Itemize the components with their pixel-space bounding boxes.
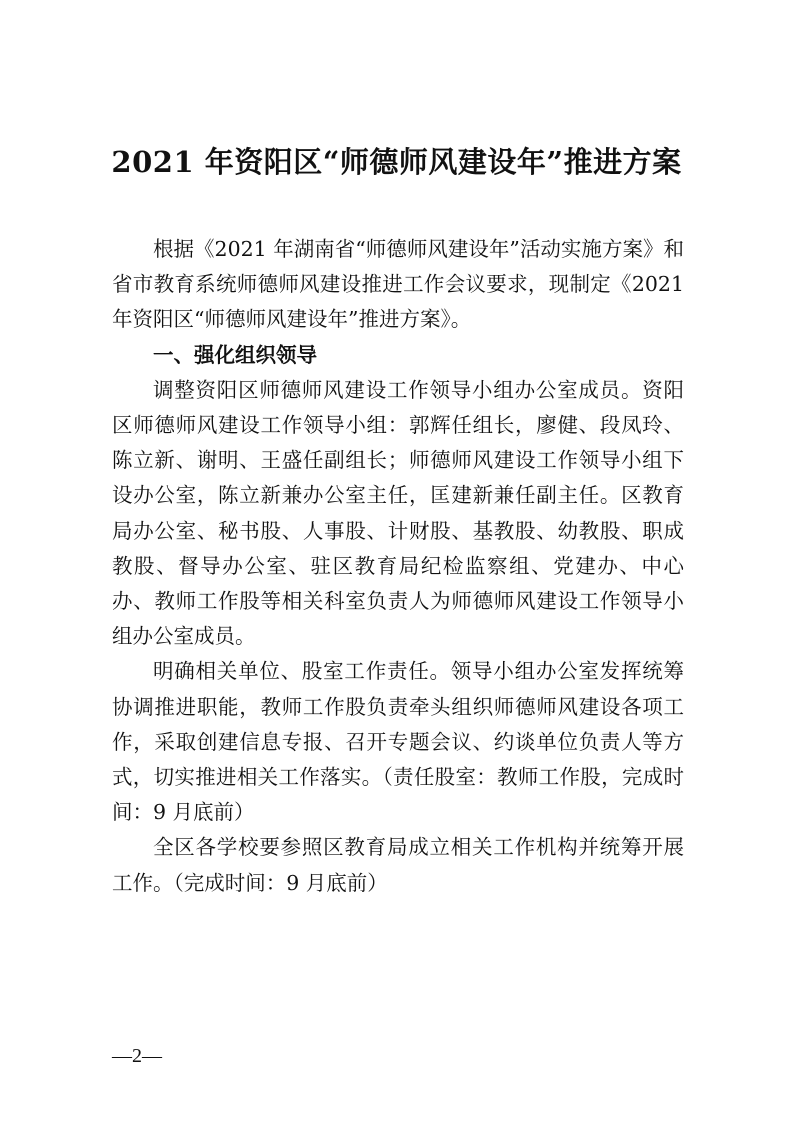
paragraph-2: 明确相关单位、股室工作责任。领导小组办公室发挥统筹协调推进职能，教师工作股负责牵头组织师德师风建设各项工作，采取创建信息专报、召开专题会议、约谈单位负责人等方式，切实推进相关工作落实。（责任股室：教师工作股，完成时间：9 月底前） bbox=[112, 659, 684, 825]
paragraph-3: 全区各学校要参照区教育局成立相关工作机构并统筹开展工作。（完成时间：9 月底前） bbox=[112, 835, 684, 895]
document-title: 2021 年资阳区“师德师风建设年”推进方案 bbox=[111, 145, 682, 179]
document-body bbox=[112, 232, 684, 901]
paragraph-1: 调整资阳区师德师风建设工作领导小组办公室成员。资阳区师德师风建设工作领导小组：郭辉任组长，廖健、段凤玲、陈立新、谢明、王盛任副组长；师德师风建设工作领导小组下设办公室，陈立新兼办公室主任，匡建新兼任副主任。区教育局办公室、秘书股、人事股、计财股、基教股、幼教股、职成教股、督导办公室、驻区教育局纪检监察组、党建办、中心办、教师工作股等相关科室负责人为师德师风建设工作领导小组办公室成员。 bbox=[112, 377, 684, 649]
section-heading-1: 一、强化组织领导 bbox=[153, 342, 317, 367]
intro-paragraph: 根据《2021 年湖南省“师德师风建设年”活动实施方案》和省市教育系统师德师风建设推进工作会议要求，现制定《2021 年资阳区“师德师风建设年”推进方案》。 bbox=[112, 237, 684, 332]
page-number: —2— bbox=[112, 1045, 162, 1067]
